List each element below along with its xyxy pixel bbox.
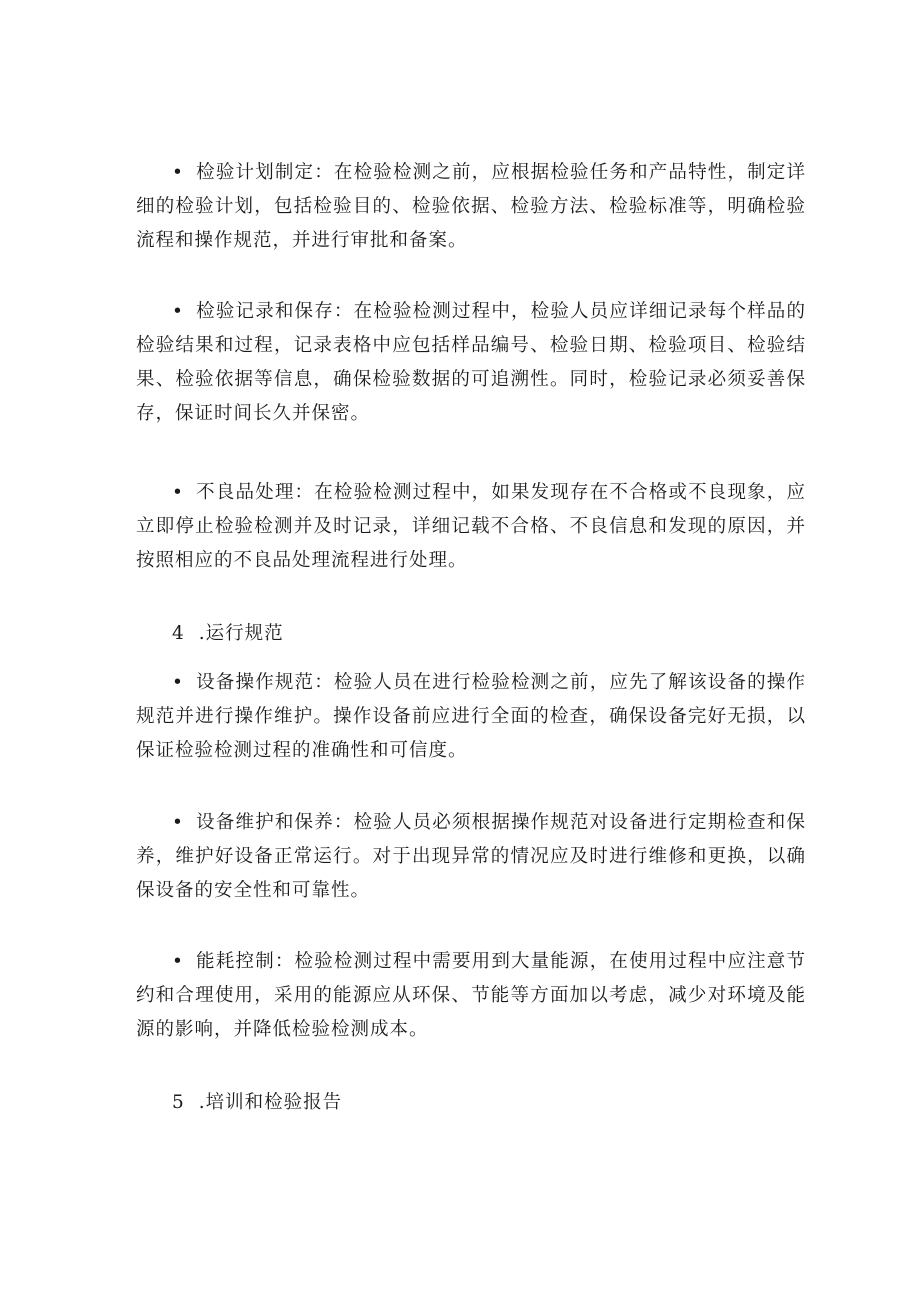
section-number: 4 — [172, 623, 185, 644]
bullet-icon: • — [172, 812, 184, 833]
section-heading-5 — [172, 1086, 342, 1120]
paragraph-text: 设备维护和保养：检验人员必须根据操作规范对设备进行定期检查和保养，维护好设备正常运行。对于出现异常的情况应及时进行维修和更换，以确保设备的安全性和可靠性。 — [136, 812, 806, 901]
paragraph-defective-handling — [136, 476, 806, 578]
paragraph-inspection-plan — [136, 156, 806, 258]
paragraph-inspection-records — [136, 295, 806, 431]
paragraph-text: 设备操作规范：检验人员在进行检验检测之前，应先了解该设备的操作规范并进行操作维护。操作设备前应进行全面的检查，确保设备完好无损，以保证检验检测过程的准确性和可信度。 — [136, 672, 806, 761]
section-title: .培训和检验报告 — [198, 1092, 343, 1113]
paragraph-equipment-operation — [136, 666, 806, 768]
paragraph-text: 不良品处理：在检验检测过程中，如果发现存在不合格或不良现象，应立即停止检验检测并及时记录，详细记载不合格、不良信息和发现的原因，并按照相应的不良品处理流程进行处理。 — [136, 482, 806, 571]
paragraph-equipment-maintenance — [136, 806, 806, 908]
bullet-icon: • — [172, 951, 184, 972]
paragraph-text: 检验记录和保存：在检验检测过程中，检验人员应详细记录每个样品的检验结果和过程，记录表格中应包括样品编号、检验日期、检验项目、检验结果、检验依据等信息，确保检验数据的可追溯性。同时，检验记录必须妥善保存，保证时间长久并保密。 — [136, 301, 806, 424]
paragraph-energy-control — [136, 945, 806, 1047]
bullet-icon: • — [172, 162, 184, 183]
paragraph-text: 检验计划制定：在检验检测之前，应根据检验任务和产品特性，制定详细的检验计划，包括检验目的、检验依据、检验方法、检验标准等，明确检验流程和操作规范，并进行审批和备案。 — [136, 162, 806, 251]
section-heading-4 — [172, 617, 284, 651]
bullet-icon: • — [172, 672, 184, 693]
section-title: .运行规范 — [198, 623, 284, 644]
section-number: 5 — [172, 1092, 185, 1113]
paragraph-text: 能耗控制：检验检测过程中需要用到大量能源，在使用过程中应注意节约和合理使用，采用的能源应从环保、节能等方面加以考虑，减少对环境及能源的影响，并降低检验检测成本。 — [136, 951, 806, 1040]
bullet-icon: • — [172, 482, 184, 503]
bullet-icon: • — [172, 301, 184, 322]
